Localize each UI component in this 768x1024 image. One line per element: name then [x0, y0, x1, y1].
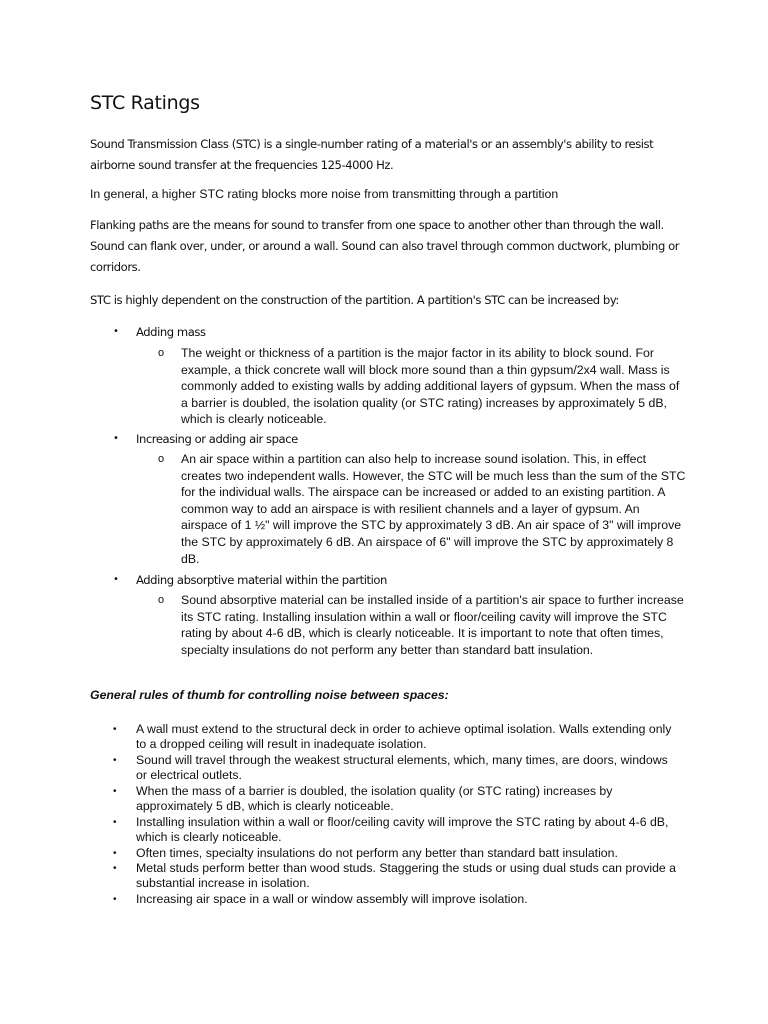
rules-heading: General rules of thumb for controlling noise between spaces: — [90, 688, 449, 702]
flanking-paths-paragraph: Flanking paths are the means for sound to transfer from one space to another other than through the wall. Sound can flank over, under, or around a wall. Sound can also travel through common ductwork, plumbing or corridors. — [90, 218, 680, 274]
rule-text: Increasing air space in a wall or window assembly will improve isolation. — [136, 892, 528, 906]
rule-text: Metal studs perform better than wood studs. Staggering the studs or using dual studs can provide a substantial increase in isolation. — [136, 861, 677, 891]
page-title: STC Ratings — [90, 92, 200, 114]
method-heading: Adding absorptive material within the partition — [136, 573, 387, 587]
bullet-icon: • — [113, 433, 119, 444]
bullet-icon: • — [113, 863, 117, 874]
sub-bullet-icon: o — [158, 347, 165, 359]
construction-intro-paragraph: STC is highly dependent on the construction of the partition. A partition's STC can be increased by: — [90, 293, 619, 307]
rule-text: Sound will travel through the weakest structural elements, which, many times, are doors, windows or electrical outlets. — [136, 753, 668, 783]
method-detail-text: An air space within a partition can also help to increase sound isolation. This, in effect creates two independent walls. However, the STC will be much less than the sum of the STC for the individual walls. The airspace can be increased or added to an existing partition. A common way to add an airspace is with resilient channels and a layer of gypsum. An airspace of 1 ½" will improve the STC by approximately 3 dB. An air space of 3" will improve the STC by approximately 6 dB. An airspace of 6" will improve the STC by approximately 8 dB. — [181, 452, 686, 566]
rule-text: Often times, specialty insulations do not perform any better than standard batt insulation. — [136, 846, 618, 860]
bullet-icon: • — [113, 817, 117, 828]
rule-text: A wall must extend to the structural deck in order to achieve optimal isolation. Walls extending only to a dropped ceiling will result in inadequate isolation. — [136, 722, 672, 752]
bullet-icon: • — [113, 326, 119, 337]
sub-bullet-icon: o — [158, 594, 165, 606]
bullet-icon: • — [113, 755, 117, 766]
method-detail-text: The weight or thickness of a partition is the major factor in its ability to block sound. For example, a thick concrete wall will block more sound than a thin gypsum/2x4 wall. Mass is commonly added to existing walls by adding additional layers of gypsum. When the mass of a barrier is doubled, the isolation quality (or STC rating) increases by approximately 5 dB, which is clearly noticeable. — [181, 346, 680, 427]
bullet-icon: • — [113, 574, 119, 585]
sub-bullet-icon: o — [158, 453, 165, 465]
bullet-icon: • — [113, 724, 117, 735]
rule-text: When the mass of a barrier is doubled, the isolation quality (or STC rating) increases by approximately 5 dB, which is clearly noticeable. — [136, 784, 613, 814]
rule-text: Installing insulation within a wall or floor/ceiling cavity will improve the STC rating by about 4-6 dB, which is clearly noticeable. — [136, 815, 669, 845]
bullet-icon: • — [113, 848, 117, 859]
method-heading: Increasing or adding air space — [136, 432, 298, 446]
general-statement-paragraph: In general, a higher STC rating blocks more noise from transmitting through a partition — [90, 187, 559, 201]
method-heading: Adding mass — [136, 325, 206, 339]
bullet-icon: • — [113, 786, 117, 797]
stc-definition-paragraph: Sound Transmission Class (STC) is a single-number rating of a material's or an assembly's ability to resist airborne sound transfer at the frequencies 125-4000 Hz. — [90, 137, 654, 172]
bullet-icon: • — [113, 894, 117, 905]
method-detail-text: Sound absorptive material can be installed inside of a partition's air space to further increase its STC rating. Installing insulation within a wall or floor/ceiling cavity will improve the STC rating by about 4-6 dB, which is clearly noticeable. It is important to note that often times, specialty insulations do not perform any better than standard batt insulation. — [181, 593, 684, 657]
